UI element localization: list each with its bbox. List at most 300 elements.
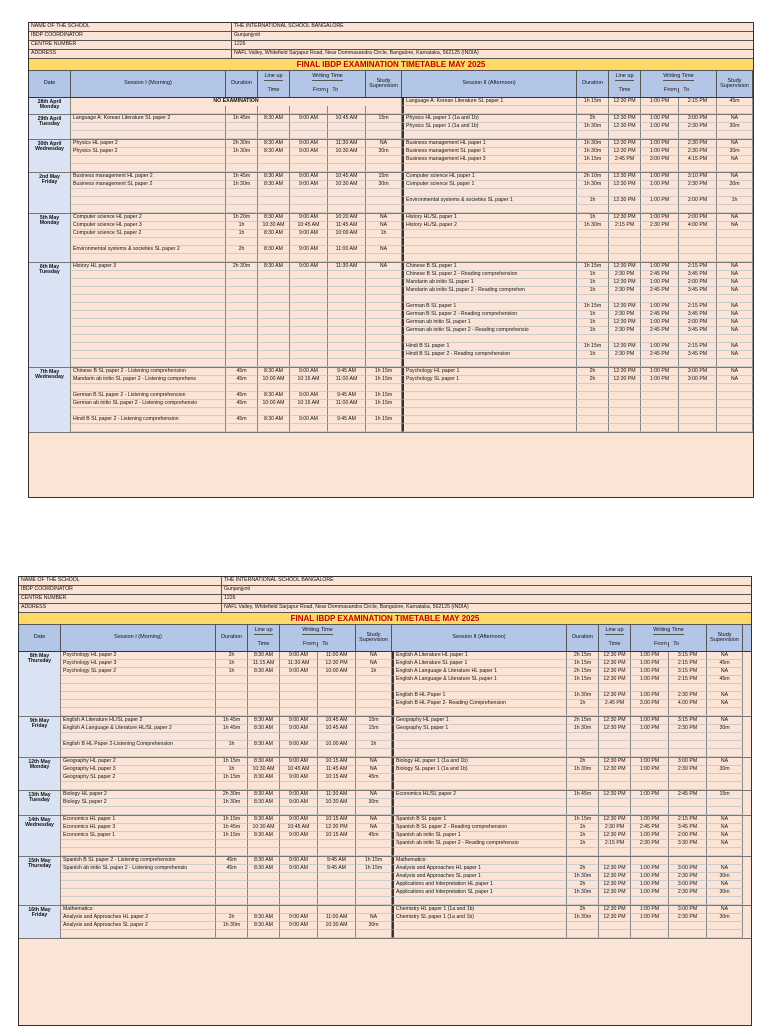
exam-value: [669, 857, 707, 865]
exam-value: [290, 311, 328, 319]
exam-value: [328, 254, 366, 262]
exam-value: 1:00 PM: [631, 816, 669, 824]
day-block: [19, 857, 751, 906]
duration-header-pm: Duration: [567, 625, 599, 651]
exam-name: [392, 848, 567, 856]
exam-value: 3:00 PM: [679, 368, 717, 376]
exam-value: [280, 684, 318, 692]
exam-value: [577, 205, 609, 213]
exam-value: [679, 424, 717, 432]
exam-value: [290, 319, 328, 327]
to-label: To: [673, 640, 680, 647]
exam-value: 2:30 PM: [669, 725, 707, 733]
exam-value: [669, 782, 707, 790]
exam-value: 12:30 PM: [609, 214, 641, 222]
date-cell: [19, 791, 61, 815]
exam-value: [248, 840, 280, 848]
exam-value: 10:30 AM: [318, 799, 356, 807]
exam-value: [366, 319, 402, 327]
exam-value: [717, 408, 753, 416]
exam-value: [366, 279, 402, 287]
exam-value: 1:00 PM: [631, 717, 669, 725]
exam-value: 11:00 AM: [328, 246, 366, 254]
exam-name: [71, 238, 226, 246]
exam-value: NA: [717, 327, 753, 335]
exam-value: [280, 708, 318, 716]
exam-value: 2:15 PM: [679, 98, 717, 106]
exam-name: [61, 782, 216, 790]
exam-name: [392, 782, 567, 790]
exam-value: [328, 205, 366, 213]
exam-name: Hindi B SL paper 2 - Listening comprehension: [71, 416, 226, 424]
exam-name: [71, 279, 226, 287]
exam-value: 1h: [366, 230, 402, 238]
exam-value: 3:15 PM: [669, 668, 707, 676]
exam-value: 2h: [567, 758, 599, 766]
exam-value: NA: [717, 214, 753, 222]
exam-value: [328, 384, 366, 392]
to-label: To: [332, 86, 339, 93]
header-row: [19, 586, 751, 595]
exam-value: 45m: [717, 98, 753, 106]
exam-value: 2h 30m: [226, 140, 258, 148]
exam-value: [679, 384, 717, 392]
exam-value: 2h: [226, 246, 258, 254]
exam-value: 1h: [577, 327, 609, 335]
exam-name: Business management HL paper 1: [402, 140, 577, 148]
day-block: [19, 906, 751, 939]
day-label: Friday: [41, 179, 58, 186]
duration-header: Duration: [226, 71, 258, 97]
exam-value: [216, 889, 248, 897]
exam-value: [226, 359, 258, 367]
exam-value: [248, 782, 280, 790]
exam-value: 4:15 PM: [679, 156, 717, 164]
study-header-pm: Study Supervision: [707, 625, 743, 651]
exam-value: 12:30 PM: [599, 873, 631, 881]
exam-value: 1h 15m: [366, 392, 402, 400]
exam-value: 2:00 PM: [679, 319, 717, 327]
exam-name: Computer science HL paper 3: [71, 222, 226, 230]
exam-value: [567, 897, 599, 905]
exam-value: 10:30 AM: [328, 181, 366, 189]
exam-value: 8:30 AM: [248, 652, 280, 660]
exam-value: 1h 45m: [226, 173, 258, 181]
exam-value: 45m: [226, 392, 258, 400]
exam-value: 12:30 PM: [609, 319, 641, 327]
exam-value: 12:30 PM: [609, 279, 641, 287]
exam-value: 1h 15m: [577, 98, 609, 106]
exam-value: [328, 156, 366, 164]
exam-value: [258, 295, 290, 303]
header-row: [19, 577, 751, 586]
exam-value: [290, 123, 328, 131]
study-header: Study Supervision: [356, 625, 392, 651]
exam-value: 3:45 PM: [669, 824, 707, 832]
exam-value: [577, 384, 609, 392]
lineup-label: Line up: [264, 73, 283, 80]
exam-value: [366, 303, 402, 311]
exam-value: [290, 271, 328, 279]
exam-name: German B SL paper 2 - Listening comprehension: [71, 392, 226, 400]
exam-value: [328, 123, 366, 131]
day-block: [19, 652, 751, 717]
exam-value: 10:30 AM: [258, 222, 290, 230]
exam-value: 1h 15m: [366, 416, 402, 424]
exam-value: [248, 733, 280, 741]
exam-value: [280, 733, 318, 741]
exam-value: [631, 930, 669, 938]
exam-name: Environmental systems & societies SL paper 2: [71, 246, 226, 254]
exam-value: 1h 30m: [567, 692, 599, 700]
exam-value: 11:30 AM: [280, 660, 318, 668]
exam-value: [707, 708, 743, 716]
exam-value: NA: [717, 115, 753, 123]
exam-value: [290, 106, 328, 114]
exam-value: 1h: [577, 271, 609, 279]
exam-value: [328, 131, 366, 139]
exam-value: 8:30 AM: [258, 263, 290, 271]
exam-value: [707, 922, 743, 930]
exam-value: 1h 30m: [567, 889, 599, 897]
exam-value: [577, 295, 609, 303]
exam-value: [258, 343, 290, 351]
exam-value: 1h 30m: [226, 148, 258, 156]
writing-header-pm: [641, 71, 717, 97]
exam-value: [290, 351, 328, 359]
exam-value: 9:00 AM: [290, 230, 328, 238]
exam-value: [669, 848, 707, 856]
exam-value: 9:45 AM: [328, 416, 366, 424]
exam-value: 11:00 AM: [328, 400, 366, 408]
exam-value: [577, 189, 609, 197]
exam-value: 2h: [567, 881, 599, 889]
exam-value: 3:00 PM: [669, 906, 707, 914]
exam-value: 12:30 PM: [599, 906, 631, 914]
exam-value: [328, 303, 366, 311]
exam-name: Economics HL/SL paper 2: [392, 791, 567, 799]
exam-value: [318, 708, 356, 716]
exam-value: 30m: [707, 914, 743, 922]
exam-value: 8:30 AM: [248, 717, 280, 725]
exam-name: [402, 205, 577, 213]
exam-value: 2:30 PM: [609, 327, 641, 335]
exam-value: 45m: [226, 376, 258, 384]
exam-value: [226, 303, 258, 311]
exam-value: 2:30 PM: [679, 123, 717, 131]
exam-value: 1h 15m: [577, 343, 609, 351]
exam-value: [631, 799, 669, 807]
exam-value: [318, 930, 356, 938]
exam-value: [609, 230, 641, 238]
exam-value: [366, 189, 402, 197]
exam-value: [226, 238, 258, 246]
header-value: THE INTERNATIONAL SCHOOL BANGALORE: [224, 577, 334, 584]
exam-value: [226, 164, 258, 172]
date-cell: [19, 906, 61, 938]
exam-value: [679, 205, 717, 213]
exam-value: [356, 733, 392, 741]
exam-value: [641, 295, 679, 303]
exam-value: [366, 238, 402, 246]
exam-name: [61, 840, 216, 848]
time-label: Time: [618, 86, 631, 93]
exam-value: 1h 15m: [216, 758, 248, 766]
exam-name: English B HL Paper 1: [392, 692, 567, 700]
exam-name: Analysis and Approaches SL paper 2: [61, 922, 216, 930]
exam-name: Geography HL paper 2: [61, 758, 216, 766]
exam-name: [392, 741, 567, 749]
exam-value: 9:00 AM: [280, 774, 318, 782]
exam-value: [258, 271, 290, 279]
exam-value: [366, 424, 402, 432]
exam-name: [71, 295, 226, 303]
exam-value: 11:30 AM: [328, 140, 366, 148]
exam-value: [290, 131, 328, 139]
exam-value: [577, 400, 609, 408]
exam-name: [71, 287, 226, 295]
date-cell: [19, 857, 61, 905]
exam-value: 30m: [707, 889, 743, 897]
date-cell: [29, 263, 71, 367]
exam-value: 10:30 AM: [328, 148, 366, 156]
exam-value: 8:30 AM: [248, 832, 280, 840]
exam-value: 9:00 AM: [290, 173, 328, 181]
exam-name: [71, 311, 226, 319]
exam-value: [567, 848, 599, 856]
exam-value: 2h 30m: [216, 791, 248, 799]
exam-value: NA: [707, 816, 743, 824]
exam-value: 12:30 PM: [609, 263, 641, 271]
exam-value: 1h 30m: [577, 123, 609, 131]
date-cell: [29, 173, 71, 213]
exam-value: 1h: [356, 668, 392, 676]
from-label: From: [302, 640, 316, 647]
day-label: Monday: [29, 764, 50, 771]
exam-value: 1:00 PM: [631, 873, 669, 881]
exam-name: Analysis and Approaches SL paper 1: [392, 873, 567, 881]
date-header: Date: [19, 625, 61, 651]
exam-value: [328, 189, 366, 197]
exam-name: Hindi B SL paper 2 - Reading comprehension: [402, 351, 577, 359]
exam-value: 8:30 AM: [248, 725, 280, 733]
exam-value: 2:15 PM: [679, 343, 717, 351]
exam-value: [631, 774, 669, 782]
exam-value: [599, 782, 631, 790]
exam-value: [717, 230, 753, 238]
duration-header: Duration: [216, 625, 248, 651]
exam-value: [679, 416, 717, 424]
exam-value: [216, 807, 248, 815]
exam-value: 12:30 PM: [599, 758, 631, 766]
exam-value: [318, 700, 356, 708]
exam-value: 11:45 AM: [328, 222, 366, 230]
exam-value: [609, 416, 641, 424]
exam-value: 9:00 AM: [280, 922, 318, 930]
exam-value: [290, 164, 328, 172]
exam-value: [248, 676, 280, 684]
exam-value: NA: [356, 914, 392, 922]
exam-value: NA: [356, 652, 392, 660]
exam-value: [226, 205, 258, 213]
exam-value: 2:30 PM: [641, 222, 679, 230]
date-label: 7th May: [39, 369, 60, 375]
exam-value: [248, 692, 280, 700]
exam-name: [392, 799, 567, 807]
exam-value: [577, 246, 609, 254]
exam-value: [280, 881, 318, 889]
exam-value: 3:00 PM: [669, 758, 707, 766]
exam-name: [71, 189, 226, 197]
exam-value: [258, 424, 290, 432]
day-block: [29, 263, 753, 368]
exam-value: [366, 351, 402, 359]
exam-value: [280, 897, 318, 905]
writing-header: [290, 71, 366, 97]
exam-value: [567, 922, 599, 930]
header-row: [19, 595, 751, 604]
column-header-row: [29, 71, 753, 98]
exam-value: [609, 384, 641, 392]
exam-value: 1h: [577, 287, 609, 295]
exam-value: [290, 343, 328, 351]
exam-value: 8:30 AM: [248, 741, 280, 749]
exam-value: [280, 692, 318, 700]
date-header: Date: [29, 71, 71, 97]
exam-value: [567, 799, 599, 807]
exam-value: NA: [717, 271, 753, 279]
exam-value: 8:30 AM: [258, 368, 290, 376]
exam-value: [567, 741, 599, 749]
exam-value: [216, 733, 248, 741]
day-block: [29, 115, 753, 140]
exam-value: [366, 343, 402, 351]
exam-value: [226, 351, 258, 359]
exam-value: 2:30 PM: [609, 311, 641, 319]
exam-value: [328, 343, 366, 351]
exam-value: 3:00 PM: [641, 156, 679, 164]
exam-value: [258, 279, 290, 287]
exam-value: [226, 279, 258, 287]
exam-value: [356, 708, 392, 716]
exam-value: [567, 857, 599, 865]
exam-value: 9:00 AM: [280, 652, 318, 660]
exam-value: 12:30 PM: [599, 914, 631, 922]
study-header: Study Supervision: [366, 71, 402, 97]
timetable-page-1: [28, 22, 754, 498]
exam-name: [392, 749, 567, 757]
exam-value: [290, 205, 328, 213]
exam-name: Psychology SL paper 1: [402, 376, 577, 384]
exam-value: [669, 741, 707, 749]
exam-value: 12:30 PM: [609, 181, 641, 189]
exam-value: 30m: [717, 123, 753, 131]
exam-value: 2h 15m: [567, 717, 599, 725]
exam-value: [577, 131, 609, 139]
exam-value: [356, 807, 392, 815]
exam-value: 9:00 AM: [290, 416, 328, 424]
exam-value: [216, 897, 248, 905]
exam-value: 2:30 PM: [609, 351, 641, 359]
exam-value: [258, 156, 290, 164]
timetable-title: FINAL IBDP EXAMINATION TIMETABLE MAY 2025: [29, 59, 753, 71]
exam-value: [717, 131, 753, 139]
exam-value: 2:30 PM: [669, 873, 707, 881]
exam-value: 8:30 AM: [258, 392, 290, 400]
exam-value: [290, 254, 328, 262]
exam-value: 2h: [577, 376, 609, 384]
exam-value: NA: [356, 758, 392, 766]
exam-value: 1h: [216, 668, 248, 676]
exam-value: [609, 359, 641, 367]
exam-value: 30m: [707, 873, 743, 881]
day-label: Friday: [31, 912, 48, 919]
exam-value: 1:00 PM: [631, 914, 669, 922]
exam-name: [71, 164, 226, 172]
exam-value: [707, 774, 743, 782]
day-label: Wednesday: [35, 374, 64, 381]
exam-value: [226, 335, 258, 343]
exam-value: 2:30 PM: [631, 840, 669, 848]
date-cell: [29, 214, 71, 262]
exam-value: 1h: [567, 700, 599, 708]
exam-value: 30m: [356, 922, 392, 930]
exam-value: [226, 156, 258, 164]
exam-value: 10:15 AM: [290, 400, 328, 408]
exam-value: [280, 807, 318, 815]
lineup-label: Line up: [254, 627, 273, 634]
exam-value: NA: [707, 881, 743, 889]
exam-name: Mathematics:: [392, 857, 567, 865]
time-label: Time: [257, 640, 270, 647]
exam-name: [71, 359, 226, 367]
exam-value: 1:00 PM: [641, 148, 679, 156]
exam-value: NA: [366, 222, 402, 230]
exam-value: 8:30 AM: [248, 922, 280, 930]
exam-value: 1:00 PM: [631, 758, 669, 766]
exam-value: [631, 922, 669, 930]
exam-value: 10:15 AM: [318, 832, 356, 840]
exam-name: Physics SL paper 1 (1a and 1b): [402, 123, 577, 131]
exam-value: NA: [717, 287, 753, 295]
exam-name: [71, 408, 226, 416]
exam-value: 1h 15m: [216, 816, 248, 824]
header-key: ADDRESS: [29, 50, 232, 58]
exam-name: [61, 684, 216, 692]
exam-value: 10:15 AM: [318, 758, 356, 766]
exam-value: 2:15 PM: [669, 660, 707, 668]
exam-value: [216, 906, 248, 914]
date-cell: [19, 717, 61, 757]
exam-value: 9:45 AM: [318, 865, 356, 873]
exam-value: 1:00 PM: [641, 319, 679, 327]
exam-value: 2:15 PM: [679, 263, 717, 271]
exam-value: [609, 131, 641, 139]
exam-value: [641, 416, 679, 424]
exam-value: 11:00 AM: [318, 652, 356, 660]
exam-value: 12:30 PM: [609, 303, 641, 311]
session1-header: Session I (Morning): [61, 625, 216, 651]
exam-value: 9:45 AM: [328, 368, 366, 376]
exam-value: [631, 848, 669, 856]
exam-name: Biology HL paper 2: [61, 791, 216, 799]
exam-value: 12:30 PM: [609, 98, 641, 106]
exam-value: 12:30 PM: [609, 197, 641, 205]
exam-value: 1:00 PM: [641, 173, 679, 181]
exam-value: NA: [707, 668, 743, 676]
exam-name: [61, 692, 216, 700]
exam-value: [717, 238, 753, 246]
